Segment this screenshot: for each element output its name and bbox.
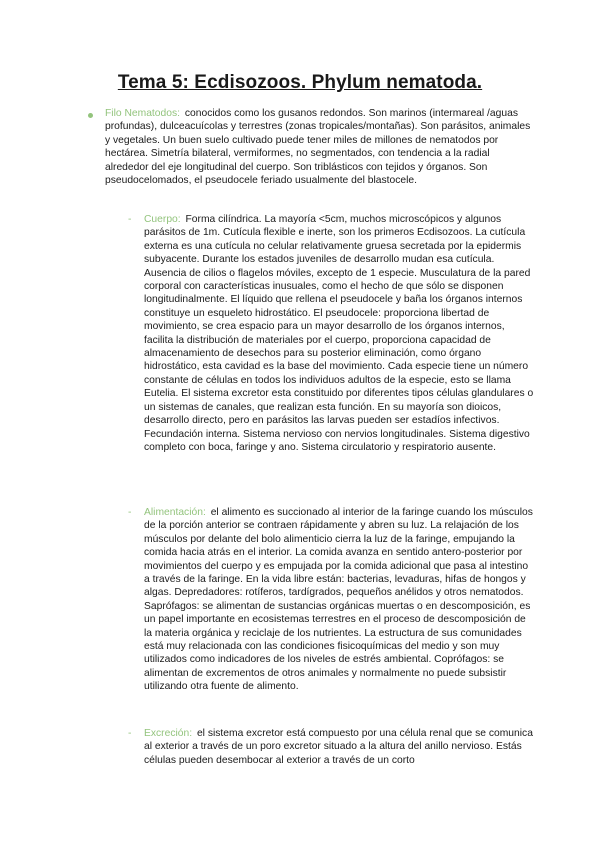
sub-label-alimentacion: Alimentación: (144, 507, 206, 518)
bullet-dot-icon (88, 113, 93, 118)
sub-paragraph-cuerpo (144, 213, 536, 454)
sub-dash-excrecion: - (128, 728, 132, 739)
sub-text-excrecion: el sistema excretor está compuesto por una célula renal que se comunica al exterior a través de un poro excretor situado a la altura del anillo nervioso. Estás células pueden desembocar al exterior a través de un corto (144, 728, 533, 766)
sub-label-excrecion: Excreción: (144, 728, 193, 739)
sub-dash-alimentacion: - (128, 507, 132, 518)
main-label: Filo Nematodos: (105, 108, 180, 119)
main-text: conocidos como los gusanos redondos. Son marinos (intermareal /aguas profundas), dulceacuícolas y terrestres (zonas tropicales/montañas). Son parásitos, animales y vegetales. Un buen suelo cultivado puede tener miles de millones de nematodos por hectárea. Simetría bilateral, vermiformes, no segmentados, con tendencia a la radial alrededor del eje longitudinal del cuerpo. Son triblásticos con tejidos y órganos. Son pseudocelomados, el pseudocele feriado usualmente del blastocele. (105, 108, 531, 187)
sub-text-cuerpo: Forma cilíndrica. La mayoría <5cm, muchos microscópicos y algunos parásitos de 1m. Cutícula flexible e inerte, son los primeros Ecdisozoos. La cutícula externa es una cutícula no celular relativamente gruesa secretada por la epidermis subyacente. Durante los estados juveniles de desarrollo mudan esa cutícula. Ausencia de cilios o flagelos móviles, excepto de 1 especie. Musculatura de la pared corporal con características inusuales, como el hecho de que sólo se disponen longitudinalmente. El líquido que rellena el pseudocele y baña los órganos internos constituye un esqueleto hidrostático. El pseudocele: proporciona libertad de movimiento, se crea espacio para un mayor desarrollo de los órganos internos, facilita la distribución de materiales por el cuerpo, proporciona capacidad de almacenamiento de desechos para su posterior eliminación, como órgano hidrostático, esta cavidad es la base del movimiento. Cada especie tiene un número constante de células en todos los individuos adultos de la especie, esto se llama Eutelia. El sistema excretor esta constituido por diferentes tipos células glandulares o un sistemas de canales, que realizan esta función. En su mayoría son dioicos, desarrollo directo, pero en parásitos las larvas pueden ser estadíos infectivos. Fecundación interna. Sistema nervioso con nervios longitudinales. Sistema digestivo completo con boca, faringe y ano. Sistema circulatorio y respiratorio ausente. (144, 214, 534, 453)
sub-paragraph-excrecion (144, 727, 536, 767)
main-paragraph (105, 107, 535, 187)
sub-label-cuerpo: Cuerpo: (144, 214, 181, 225)
sub-paragraph-alimentacion (144, 506, 536, 694)
sub-text-alimentacion: el alimento es succionado al interior de la faringe cuando los músculos de la porción anterior se contraen rápidamente y abren su luz. La relajación de los músculos por delante del bolo alimenticio cierra la luz de la faringe, empujando la comida hacia atrás en el interior. La comida avanza en sentido antero-posterior por movimientos del cuerpo y es empujada por la comida adicional que pasa al intestino a través de la faringe. En la vida libre están: bacterias, levaduras, hifas de hongos y algas. Depredadores: rotíferos, tardígrados, pequeños anélidos y otros nematodos. Saprófagos: se alimentan de sustancias orgánicas muertas o en descomposición, es un papel importante en ecosistemas terrestres en el proceso de descomposición de la materia orgánica y reciclaje de los nutrientes. La estructura de sus comunidades está muy relacionada con las condiciones fisicoquímicas del medio y son muy utilizados como indicadores de los niveles de estrés ambiental. Coprófagos: se alimentan de excrementos de otros animales y normalmente no puede subsistir utilizando otra fuente de alimento. (144, 507, 533, 693)
sub-dash-cuerpo: - (128, 214, 132, 225)
page-title: Tema 5: Ecdisozoos. Phylum nematoda. (117, 72, 483, 93)
